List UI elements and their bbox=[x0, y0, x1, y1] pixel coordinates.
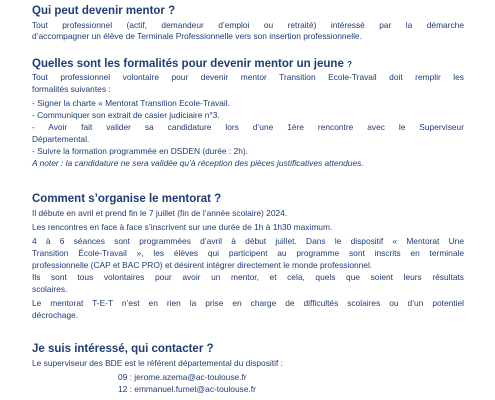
section-organisation-line-7: scolaires. bbox=[32, 284, 68, 294]
section-title-formalities-suffix: ? bbox=[347, 60, 352, 69]
contact-email-12[interactable]: 12 : emmanuel.fumet@ac-toulouse.fr bbox=[118, 384, 256, 394]
section-organisation-line-5: professionnelle (CAP et BAC PRO) et désirent intégrer directement le monde professionnel. bbox=[32, 260, 373, 270]
section-title-formalities-text: Quelles sont les formalités pour devenir mentor un jeune bbox=[32, 58, 344, 70]
section-formalities-item-3: - Avoir fait valider sa candidature lors d’une 1ère rencontre avec le Superviseur bbox=[32, 122, 464, 132]
section-formalities-note: A noter : la candidature ne sera validée qu’à réception des pièces justificatives attendues. bbox=[32, 158, 364, 168]
section-organisation-line-8: Le mentorat T-E-T n’est en rien la prise en charge de difficultés scolaires ou d’un potentiel bbox=[32, 298, 464, 308]
section-organisation-line-3: 4 à 6 séances sont programmées d’avril à début juillet. Dans le dispositif « Mentorat Une bbox=[32, 236, 464, 246]
section-contact-intro: Le superviseur des BDE est le référent départemental du dispositif : bbox=[32, 358, 283, 368]
section-who-line-1: Tout professionnel (actif, demandeur d’emploi ou retraité) intéressé par la démarche bbox=[32, 20, 464, 30]
section-title-contact: Je suis intéressé, qui contacter ? bbox=[32, 343, 214, 355]
section-formalities-line-2: formalités suivantes : bbox=[32, 84, 111, 94]
section-organisation-line-4: Transition École-Travail », les élèves qui participent au programme sont inscrits en terminale bbox=[32, 248, 464, 258]
section-organisation-line-1: Il débute en avril et prend fin le 7 juillet (fin de l’année scolaire) 2024. bbox=[32, 208, 288, 218]
contact-email-09[interactable]: 09 : jerome.azema@ac-toulouse.fr bbox=[118, 372, 247, 382]
section-title-who: Qui peut devenir mentor ? bbox=[32, 5, 176, 17]
section-formalities-item-4: - Suivre la formation programmée en DSDEN (durée : 2h). bbox=[32, 146, 248, 156]
section-formalities-item-3-cont: Départemental. bbox=[32, 134, 90, 144]
section-organisation-line-6: Ils sont tous volontaires pour avoir un mentor, et cela, quels que soient leurs résultats bbox=[32, 272, 464, 282]
section-organisation-line-9: décrochage. bbox=[32, 310, 79, 320]
section-formalities-item-1: - Signer la charte « Mentorat Transition Ecole-Travail. bbox=[32, 98, 230, 108]
section-organisation-line-2: Les rencontres en face à face s’inscrivent sur une durée de 1h à 1h30 maximum. bbox=[32, 222, 333, 232]
section-title-organisation: Comment s’organise le mentorat ? bbox=[32, 193, 222, 205]
section-who-line-2: d’accompagner un élève de Terminale Professionnelle vers son insertion professionnelle. bbox=[32, 31, 362, 41]
section-formalities-line-1: Tout professionnel volontaire pour devenir mentor Transition Ecole-Travail doit remplir les bbox=[32, 72, 464, 82]
section-title-formalities bbox=[32, 58, 352, 70]
section-formalities-item-2: - Communiquer son extrait de casier judiciaire n°3. bbox=[32, 110, 220, 120]
